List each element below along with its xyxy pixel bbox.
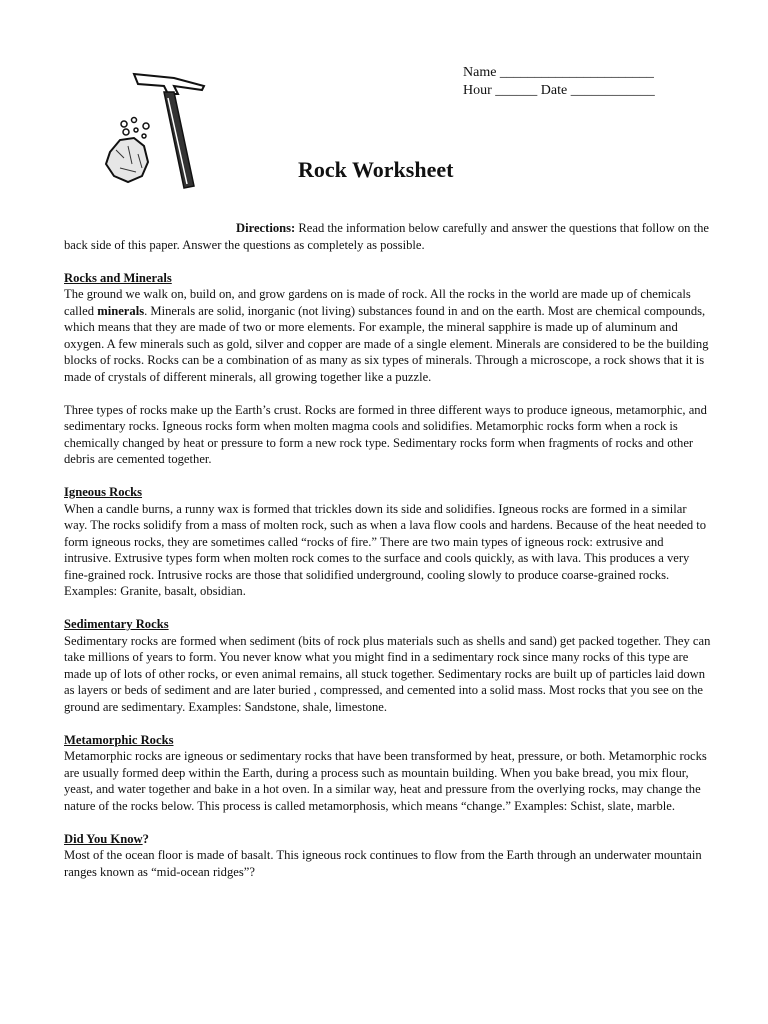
section-heading: Did You Know: [64, 831, 143, 846]
section-heading: Metamorphic Rocks: [64, 732, 174, 747]
heading-suffix: ?: [142, 831, 149, 846]
name-hour-date-block: [463, 64, 723, 100]
section-paragraph: [64, 286, 712, 385]
section-paragraph: Metamorphic rocks are igneous or sedimentary rocks that have been transformed by heat, pressure, or both. Metamorphic rocks are usually formed deep within the Earth, during a process such as mountain building. When you bake bread, you mix flour, yeast, and water together and bake in a hot oven. In a similar way, heat and pressure from the overlying rocks, may change the nature of the rocks below. This process is called metamorphosis, which means “change.” Examples: Schist, slate, marble.: [64, 749, 707, 813]
minerals-keyword: minerals: [97, 303, 145, 318]
section-heading: Sedimentary Rocks: [64, 617, 169, 631]
directions-paragraph: [64, 220, 712, 253]
paragraph-text: . Minerals are solid, inorganic (not living) substances found in and on the earth. Most are chemical compounds, which means that they are made of two or more elements. For example, the mineral sapphire is made up of aluminum and oxygen. A few minerals such as gold, silver and copper are made of a single element. Minerals are considered to be the building blocks of rocks. Rocks can be a combination of as many as six types of minerals. Through a microscope, a rock shows that it is made of crystals of different minerals, all growing together like a puzzle.: [64, 303, 709, 384]
directions-text: Read the information below carefully and answer the questions that follow on the back side of this paper. Answer the questions as completely as possible.: [64, 221, 709, 252]
hour-date-field-line[interactable]: Hour ______ Date ____________: [463, 83, 655, 98]
page-title: Rock Worksheet: [298, 157, 454, 182]
section-metamorphic-rocks: [64, 732, 712, 815]
section-paragraph: When a candle burns, a runny wax is formed that trickles down its side and solidifies. Igneous rocks are formed in a similar way. The rocks solidify from a mass of molten rock, such as when a lava flow cools and hardens. Because of the heat needed to form igneous rocks, they are sometimes called “rocks of fire.” There are two main types of igneous rock: extrusive and intrusive. Extrusive types form when molten rock comes to the surface and cools quickly, as with lava. This produces a very fine-grained rock. Intrusive rocks are those that solidified underground, cooling slowly to produce coarse-grained rocks. Examples: Granite, basalt, obsidian.: [64, 501, 707, 598]
section-paragraph: Three types of rocks make up the Earth’s crust. Rocks are formed in three different ways to produce igneous, metamorphic, and sedimentary rocks. Igneous rocks form when molten magma cools and solidifies. Metamorphic rocks form when a rock is chemically changed by heat or pressure to form a new rock type. Sedimentary rocks form when fragments of rocks and other debris are cemented together.: [64, 402, 707, 466]
section-sedimentary-rocks: [64, 616, 712, 715]
section-did-you-know: [64, 831, 712, 881]
section-rocks-and-minerals: [64, 270, 712, 468]
section-igneous-rocks: [64, 484, 712, 600]
directions-label: Directions:: [236, 221, 296, 235]
section-paragraph: Sedimentary rocks are formed when sediment (bits of rock plus materials such as shells and sand) get packed together. They can take millions of years to form. You never know what you might find in a sedimentary rock since many rocks of this type are made up of lots of other rocks, or even animal remains, all stuck together. Sedimentary rocks are built up of particles laid down as layers or beds of sediment and are later buried , compressed, and cemented into a solid mass. Most rocks that you see on the ground are sedimentary. Examples: Sandstone, shale, limestone.: [64, 633, 711, 714]
section-heading: Rocks and Minerals: [64, 270, 172, 285]
section-heading-row: [64, 831, 712, 848]
section-paragraph: Most of the ocean floor is made of basalt. This igneous rock continues to flow from the Earth through an underwater mountain ranges known as “mid-ocean ridges”?: [64, 848, 702, 879]
section-heading: Igneous Rocks: [64, 485, 143, 499]
rock-hammer-icon: [98, 68, 208, 198]
name-field-line[interactable]: Name ______________________: [463, 65, 654, 80]
worksheet-body: [64, 220, 712, 880]
paragraph-text: The ground we walk on, build on, and grow gardens on is made of rock. All the rocks in the world are made up of chemicals called: [64, 287, 691, 318]
